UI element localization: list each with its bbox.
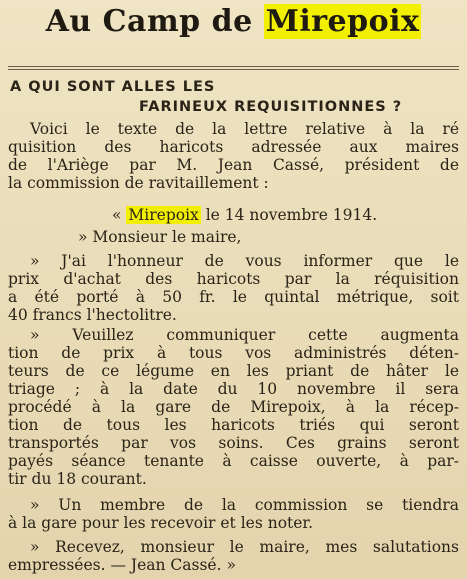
subtitle-line-1: A QUI SONT ALLES LES xyxy=(10,79,216,95)
letter-line: a été porté à 50 fr. le quintal métrique, soit xyxy=(8,288,459,306)
letter-line: » Veuillez communiquer cette augmenta xyxy=(30,326,459,344)
letter-line: » Recevez, monsieur le maire, mes salutations xyxy=(30,538,459,556)
dateline xyxy=(112,207,442,224)
title-rule-top xyxy=(8,66,459,67)
subtitle-line-2: FARINEUX REQUISITIONNES ? xyxy=(139,99,403,115)
letter-line: payés séance tenante à caisse ouverte, à par- xyxy=(8,452,459,470)
letter-line: empressées. — Jean Cassé. » xyxy=(8,556,236,574)
intro-line: de l'Ariège par M. Jean Cassé, président de xyxy=(8,156,459,174)
letter-line: à la gare pour les recevoir et les noter. xyxy=(8,514,314,532)
intro-line: la commission de ravitaillement : xyxy=(8,174,269,192)
intro-line: Voici le texte de la lettre relative à la ré xyxy=(30,120,459,138)
letter-line: prix d'achat des haricots par la réquisition xyxy=(8,270,459,288)
letter-line: teurs de ce légume en les priant de hâter le xyxy=(8,362,459,380)
letter-line: » Un membre de la commission se tiendra xyxy=(30,496,459,514)
letter-line: 40 francs l'hectolitre. xyxy=(8,306,177,324)
letter-line: transportés par vos soins. Ces grains seront xyxy=(8,434,459,452)
letter-line: » J'ai l'honneur de vous informer que le xyxy=(30,252,459,270)
title-rule-bottom xyxy=(8,69,459,70)
article-title xyxy=(0,4,467,39)
title-place-highlighted: Mirepoix xyxy=(265,4,420,39)
dateline-date: le 14 novembre 1914. xyxy=(200,206,378,224)
letter-line: procédé à la gare de Mirepoix, à la récep- xyxy=(8,398,459,416)
letter-line: triage ; à la date du 10 novembre il sera xyxy=(8,380,459,398)
letter-line: tion de prix à tous vos administrés déten- xyxy=(8,344,459,362)
letter-line: tion de tous les haricots triés qui seront xyxy=(8,416,459,434)
intro-line: quisition des haricots adressée aux maires xyxy=(8,138,459,156)
title-prefix: Au Camp de xyxy=(45,4,264,39)
dateline-quote: « xyxy=(112,206,127,224)
salutation-line: » Monsieur le maire, xyxy=(78,228,242,246)
letter-line: tir du 18 courant. xyxy=(8,470,147,488)
dateline-place-highlighted: Mirepoix xyxy=(128,206,199,224)
